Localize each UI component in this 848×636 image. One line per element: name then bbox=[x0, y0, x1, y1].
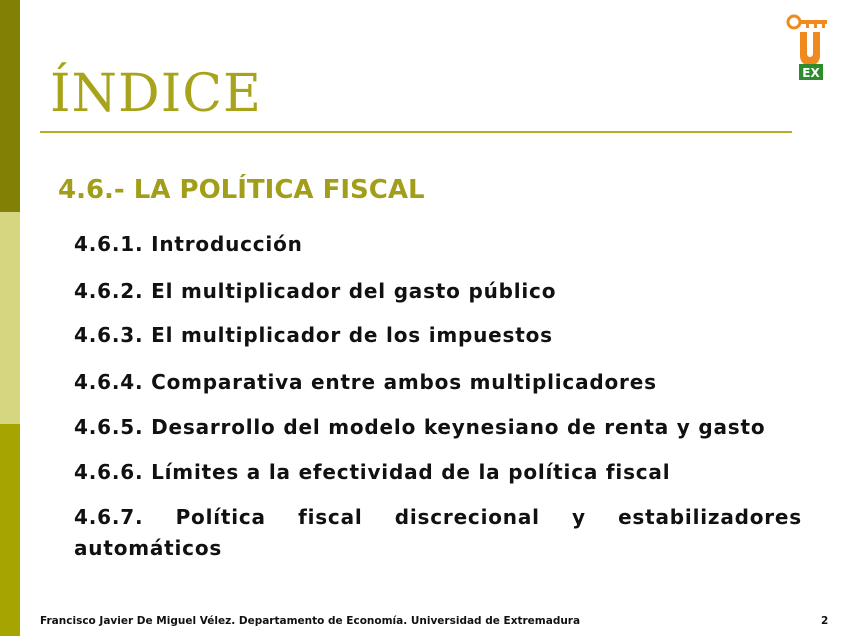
index-item-2: 4.6.2. El multiplicador del gasto público bbox=[74, 279, 557, 303]
sidebar-stripe-middle bbox=[0, 212, 20, 424]
index-item-5: 4.6.5. Desarrollo del modelo keynesiano de renta y gasto bbox=[74, 415, 766, 439]
footer-author: Francisco Javier De Miguel Vélez. Departamento de Economía. Universidad de Extremadura bbox=[40, 615, 581, 627]
index-item-4: 4.6.4. Comparativa entre ambos multiplicadores bbox=[74, 370, 657, 394]
page-number: 2 bbox=[821, 615, 829, 627]
index-item-6: 4.6.6. Límites a la efectividad de la política fiscal bbox=[74, 460, 671, 484]
logo-text: EX bbox=[802, 66, 820, 80]
index-item-7: 4.6.7. Política fiscal discrecional y estabilizadores automáticos bbox=[74, 505, 802, 560]
uex-university-logo bbox=[786, 12, 832, 82]
title-divider bbox=[40, 131, 792, 133]
index-item-1: 4.6.1. Introducción bbox=[74, 232, 303, 256]
sidebar-stripe-top bbox=[0, 0, 20, 212]
page-title: ÍNDICE bbox=[50, 64, 263, 124]
section-subtitle: 4.6.- LA POLÍTICA FISCAL bbox=[58, 175, 425, 205]
sidebar-stripe-bottom bbox=[0, 424, 20, 636]
index-item-3: 4.6.3. El multiplicador de los impuestos bbox=[74, 323, 553, 347]
